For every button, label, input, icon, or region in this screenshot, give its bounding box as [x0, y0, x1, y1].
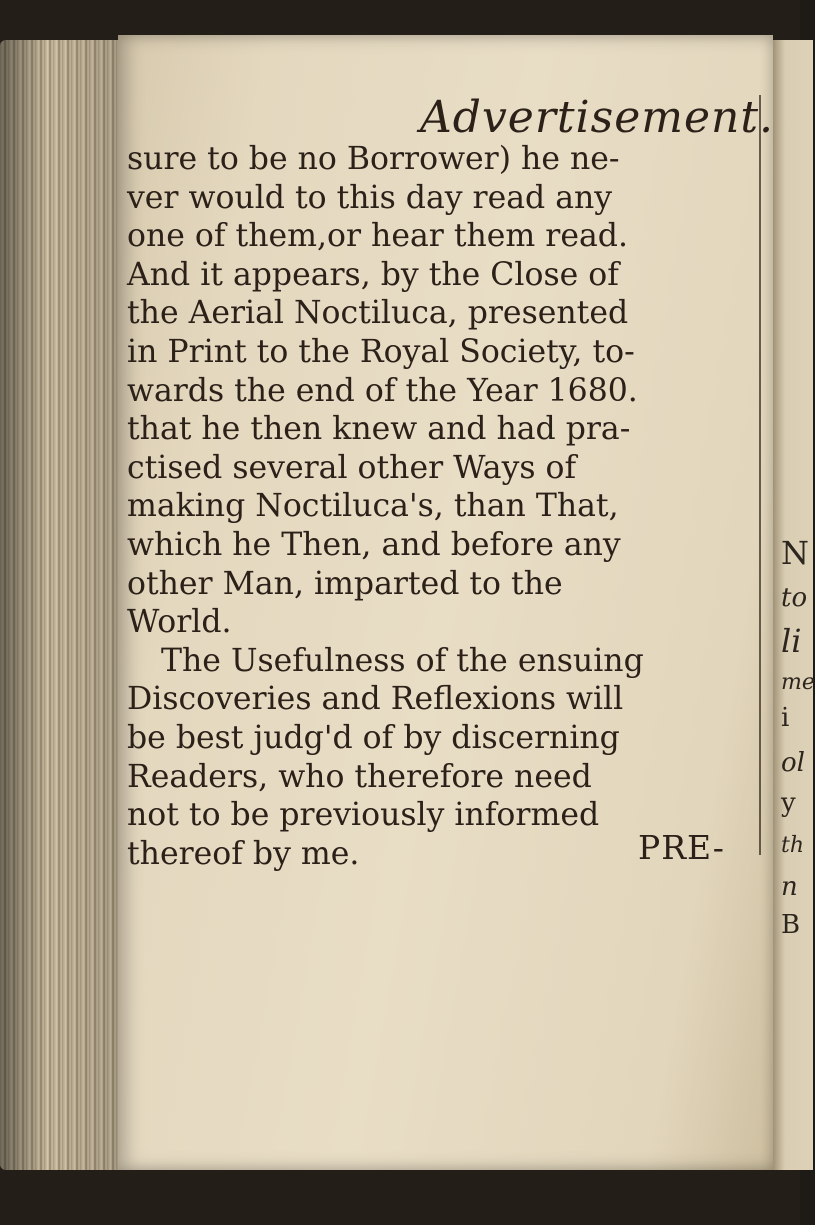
- running-head: Advertisement.: [420, 92, 775, 143]
- next-page-fragment: th: [781, 833, 805, 858]
- next-page-fragment: y: [781, 788, 796, 818]
- text-line: in Print to the Royal Society, to-: [127, 333, 635, 370]
- text-line: Discoveries and Reflexions will: [127, 681, 624, 718]
- text-line: sure to be no Borrower) he ne-: [127, 141, 620, 177]
- next-page-fragment: li: [781, 622, 802, 660]
- text-line: that he then knew and had pra-: [127, 411, 631, 448]
- page-border: [759, 95, 761, 855]
- next-page-fragment: ol: [781, 748, 805, 778]
- next-page-fragment: to: [781, 583, 808, 613]
- text-line: the Aerial Noctiluca, presented: [127, 295, 629, 332]
- text-line: not to be previously informed: [127, 797, 600, 834]
- text-line: The Usefulness of the ensuing: [161, 642, 644, 679]
- next-page-fragment: B: [781, 910, 801, 940]
- text-line: Readers, who therefore need: [127, 758, 592, 795]
- text-line: ctised several other Ways of: [127, 449, 577, 486]
- text-line: be best judg'd of by discerning: [127, 719, 620, 756]
- next-page-fragment: me: [781, 670, 815, 695]
- next-page-fragment: i: [781, 703, 790, 733]
- next-page-fragment: n: [781, 872, 798, 902]
- catchword: PRE-: [638, 828, 725, 867]
- next-page-edge: [773, 40, 813, 1170]
- body-text: [127, 140, 752, 873]
- text-line: thereof by me.: [127, 835, 360, 872]
- text-line: wards the end of the Year 1680.: [127, 372, 638, 409]
- text-line: World.: [127, 604, 232, 641]
- page-edges: [0, 40, 120, 1170]
- next-page-fragment: N: [781, 534, 809, 572]
- text-line: ver would to this day read any: [127, 179, 613, 216]
- text-line: making Noctiluca's, than That,: [127, 488, 619, 525]
- text-line: other Man, imparted to the: [127, 565, 563, 602]
- text-line: And it appears, by the Close of: [127, 256, 619, 293]
- text-line: which he Then, and before any: [127, 526, 621, 563]
- text-line: one of them,or hear them read.: [127, 218, 628, 255]
